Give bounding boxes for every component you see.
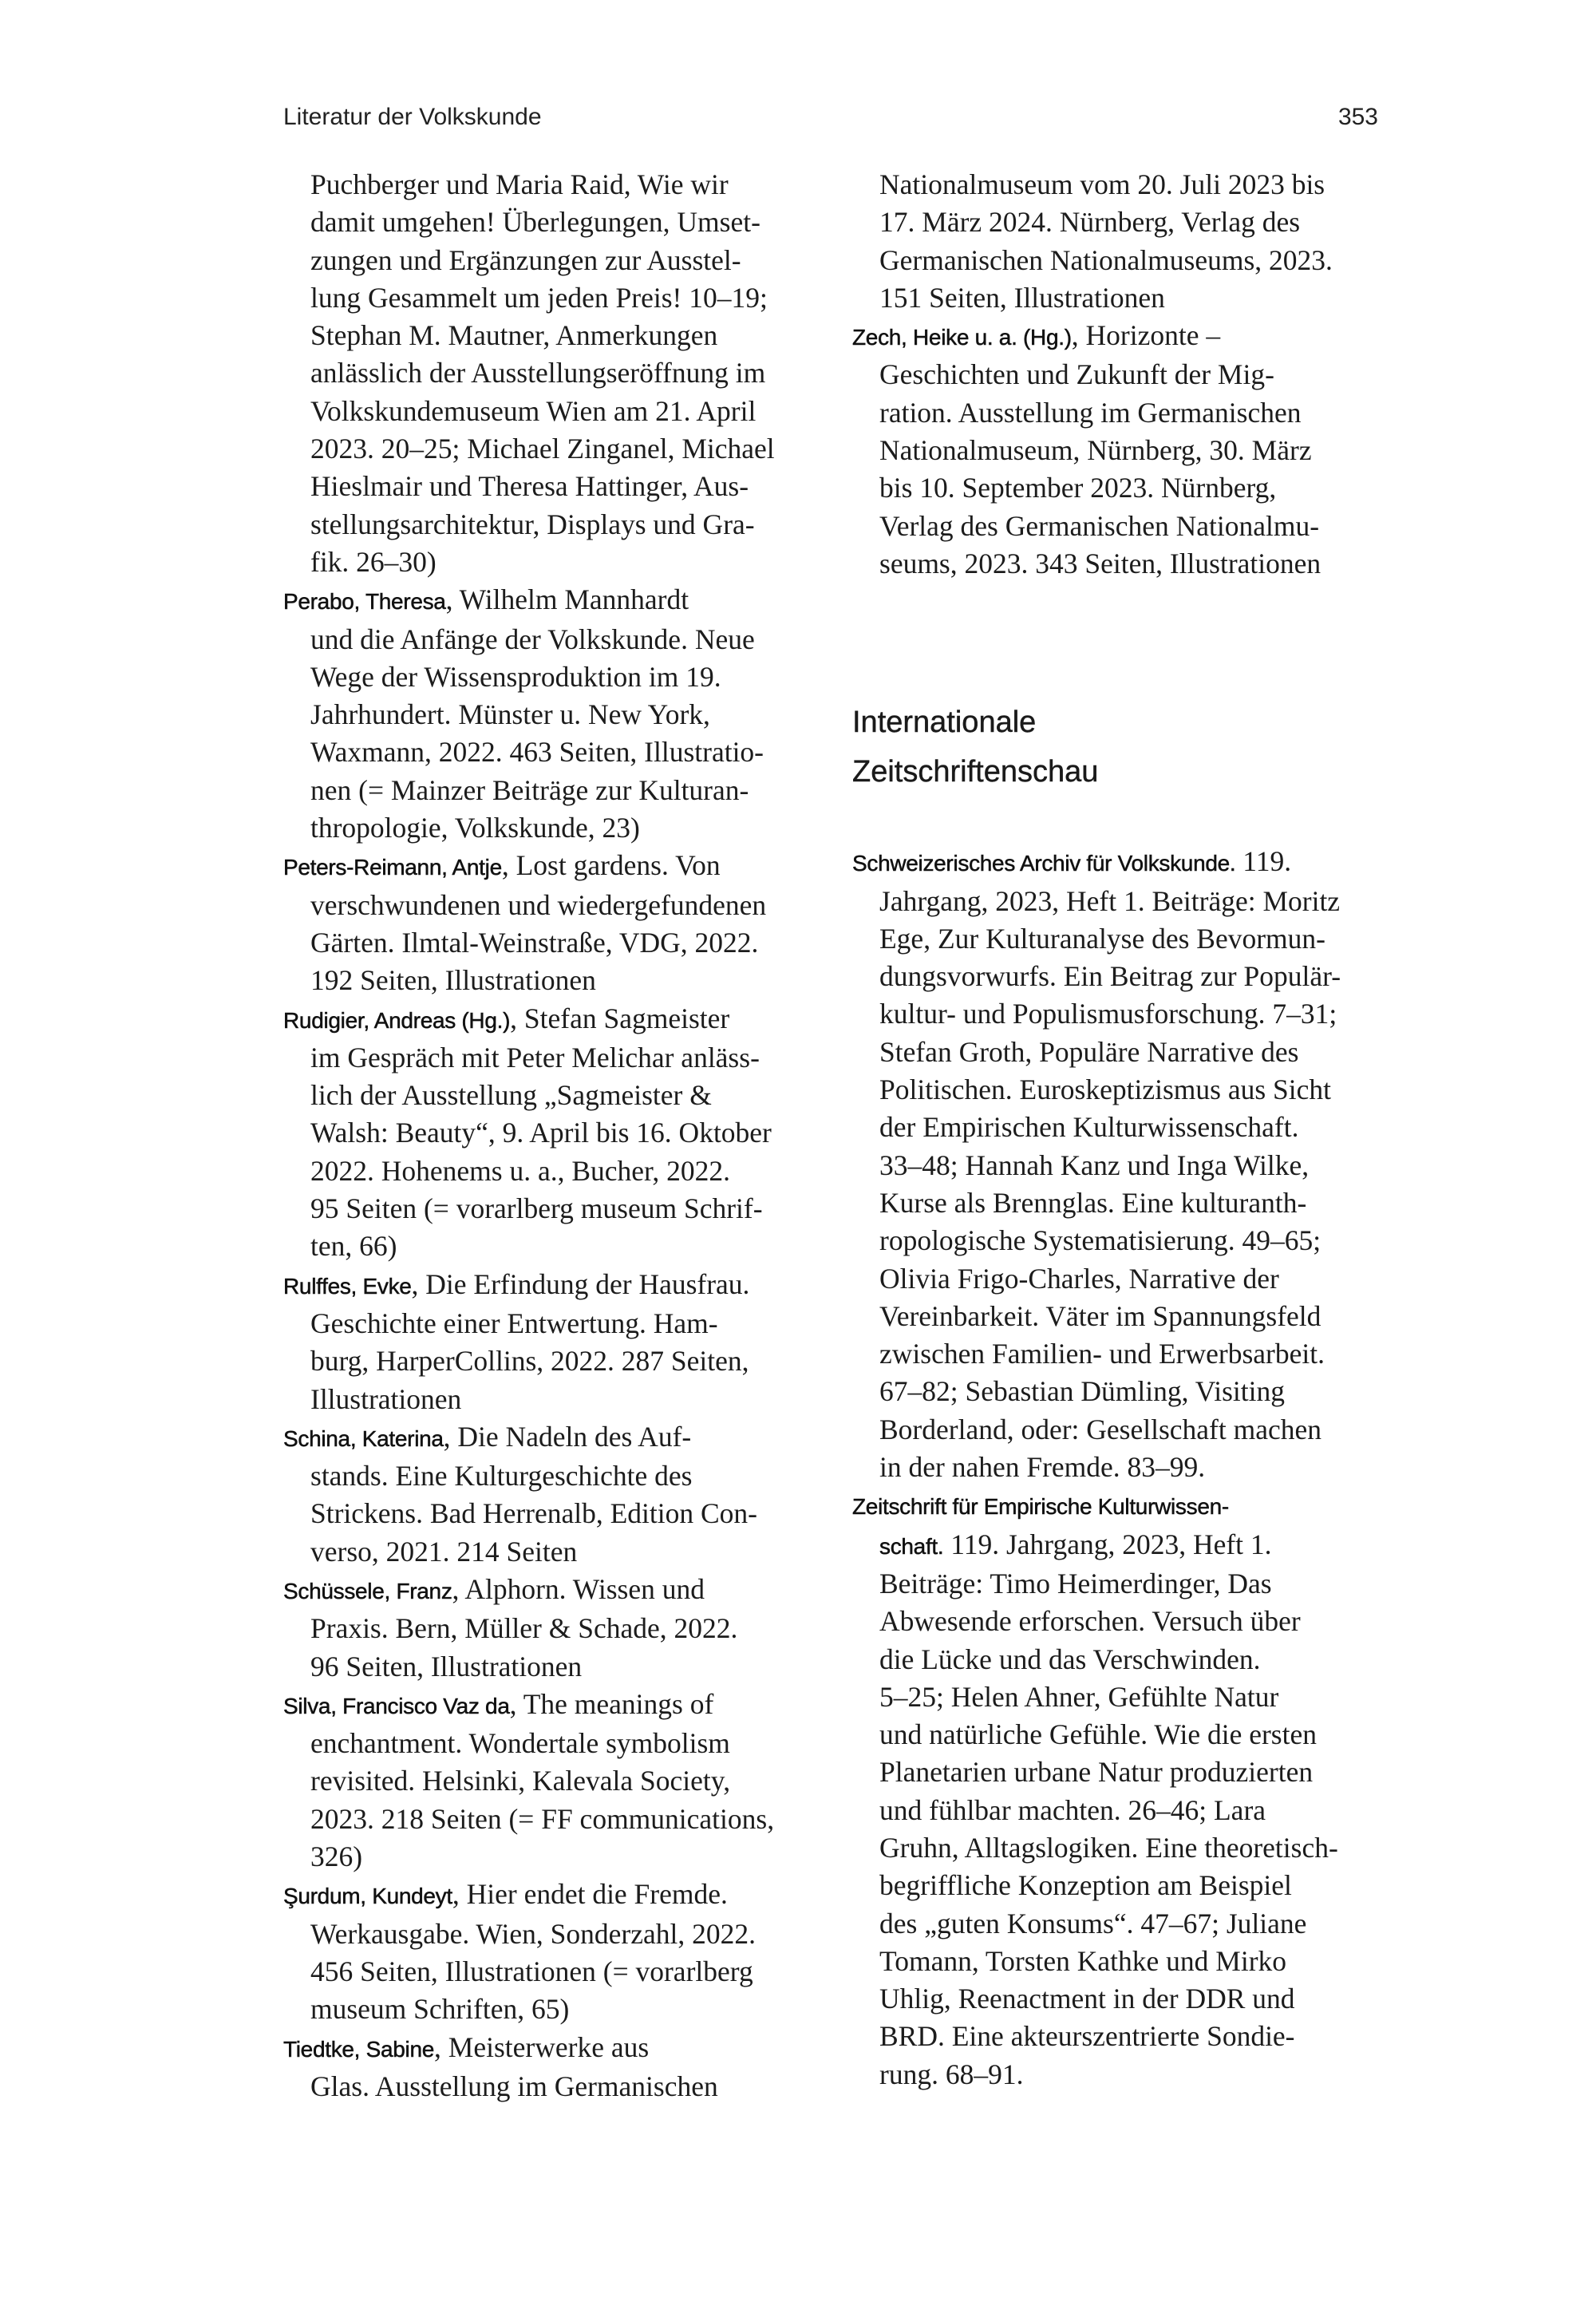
text-line: begriffliche Konzeption am Beispiel xyxy=(879,1869,1292,1902)
text-line: fik. 26–30) xyxy=(310,545,437,578)
text-line: 2023. 218 Seiten (= FF communications, xyxy=(310,1802,775,1835)
text-line: damit umgehen! Überlegungen, Umset- xyxy=(310,206,760,239)
text-line: revisited. Helsinki, Kalevala Society, xyxy=(310,1765,731,1797)
text-line: ropologische Systematisierung. 49–65; xyxy=(879,1224,1321,1257)
text-line: Tomann, Torsten Kathke und Mirko xyxy=(879,1944,1287,1977)
journal-entry xyxy=(852,843,1379,1486)
text-line: , Hier endet die Fremde. xyxy=(452,1878,728,1911)
text-line: , Wilhelm Mannhardt xyxy=(445,583,689,616)
text-line: Nationalmuseum, Nürnberg, 30. März xyxy=(879,434,1312,467)
text-line: verso, 2021. 214 Seiten xyxy=(310,1535,578,1568)
text-line: 2022. Hohenems u. a., Bucher, 2022. xyxy=(310,1154,731,1187)
text-line: lich der Ausstellung „Sagmeister & xyxy=(310,1079,712,1112)
text-line: der Empirischen Kulturwissenschaft. xyxy=(879,1111,1299,1144)
text-line: Volkskundemuseum Wien am 21. April xyxy=(310,394,757,427)
text-line: 2023. 20–25; Michael Zinganel, Michael xyxy=(310,433,775,465)
bibliography-entry xyxy=(283,1876,810,2028)
text-line: zwischen Familien- und Erwerbsarbeit. xyxy=(879,1338,1325,1370)
page-number: 353 xyxy=(1337,104,1378,130)
bibliography-entry xyxy=(283,2029,810,2106)
text-line: Nationalmuseum vom 20. Juli 2023 bis xyxy=(879,168,1325,200)
text-line: 119. Jahrgang, 2023, Heft 1. xyxy=(943,1528,1272,1560)
text-line: enchantment. Wondertale symbolism xyxy=(310,1727,730,1760)
text-line: Waxmann, 2022. 463 Seiten, Illustratio- xyxy=(310,736,764,769)
text-line: Borderland, oder: Gesellschaft machen xyxy=(879,1413,1321,1445)
text-line: 96 Seiten, Illustrationen xyxy=(310,1650,583,1682)
entry-author: Peters-Reimann, Antje xyxy=(283,855,502,880)
text-line: BRD. Eine akteurszentrierte Sondie- xyxy=(879,2020,1295,2053)
text-line: museum Schriften, 65) xyxy=(310,1993,570,2026)
text-line: Glas. Ausstellung im Germanischen xyxy=(310,2070,718,2102)
entry-author: Perabo, Theresa xyxy=(283,589,446,615)
bibliography-entry xyxy=(283,1418,810,1571)
text-line: zungen und Ergänzungen zur Ausstel- xyxy=(310,243,741,276)
text-line: , Alphorn. Wissen und xyxy=(452,1572,705,1605)
text-line: , Die Erfindung der Hausfrau. xyxy=(411,1267,750,1300)
bibliography-entry xyxy=(283,1571,810,1686)
text-line: Abwesende erforschen. Versuch über xyxy=(879,1605,1301,1638)
text-line: Verlag des Germanischen Nationalmu- xyxy=(879,509,1320,542)
journal-title-continued: schaft. xyxy=(879,1533,944,1559)
text-line: im Gespräch mit Peter Melichar anläss- xyxy=(310,1041,760,1073)
text-line: , Die Nadeln des Auf- xyxy=(443,1420,692,1453)
text-line: Jahrgang, 2023, Heft 1. Beiträge: Moritz xyxy=(879,884,1341,917)
text-line: die Lücke und das Verschwinden. xyxy=(879,1643,1261,1675)
entry-author: Şurdum, Kundeyt xyxy=(283,1884,452,1909)
text-line: Jahrhundert. Münster u. New York, xyxy=(310,698,710,731)
bibliography-entry xyxy=(852,317,1379,583)
text-line: Illustrationen xyxy=(310,1382,462,1415)
text-line: Beiträge: Timo Heimerdinger, Das xyxy=(879,1567,1272,1599)
journal-title: Schweizerisches Archiv für Volkskunde. xyxy=(852,851,1236,876)
text-line: Praxis. Bern, Müller & Schade, 2022. xyxy=(310,1612,738,1645)
text-line: kultur- und Populismusforschung. 7–31; xyxy=(879,998,1337,1030)
text-line: Wege der Wissensproduktion im 19. xyxy=(310,660,721,693)
bibliography-entry xyxy=(283,1000,810,1266)
text-line: ten, 66) xyxy=(310,1230,397,1263)
bibliography-entry xyxy=(283,581,810,847)
text-line: Stefan Groth, Populäre Narrative des xyxy=(879,1035,1299,1068)
text-line: Geschichte einer Entwertung. Ham- xyxy=(310,1307,718,1339)
text-line: seums, 2023. 343 Seiten, Illustrationen xyxy=(879,547,1321,579)
text-line: burg, HarperCollins, 2022. 287 Seiten, xyxy=(310,1345,749,1378)
entry-author: Rudigier, Andreas (Hg.) xyxy=(283,1007,511,1033)
text-line: Geschichten und Zukunft der Mig- xyxy=(879,358,1274,391)
running-title: Literatur der Volkskunde xyxy=(283,104,542,130)
left-column xyxy=(283,166,810,2105)
text-line: stellungsarchitektur, Displays und Gra- xyxy=(310,508,755,540)
text-line: Ege, Zur Kulturanalyse des Bevormun- xyxy=(879,922,1325,955)
bibliography-entry xyxy=(283,847,810,999)
journal-entry xyxy=(852,1486,1379,2094)
text-line: und fühlbar machten. 26–46; Lara xyxy=(879,1793,1266,1826)
text-line: , Stefan Sagmeister xyxy=(510,1002,730,1034)
text-line: Werkausgabe. Wien, Sonderzahl, 2022. xyxy=(310,1917,756,1950)
text-line: bis 10. September 2023. Nürnberg, xyxy=(879,472,1277,504)
text-line: , Lost gardens. Von xyxy=(501,849,721,882)
text-line: Walsh: Beauty“, 9. April bis 16. Oktober xyxy=(310,1117,772,1149)
text-line: und die Anfänge der Volkskunde. Neue xyxy=(310,623,755,655)
text-line: Planetarien urbane Natur produzierten xyxy=(879,1756,1314,1789)
text-line: Hieslmair und Theresa Hattinger, Aus- xyxy=(310,470,749,503)
text-line: 33–48; Hannah Kanz und Inga Wilke, xyxy=(879,1149,1310,1181)
text-line: ration. Ausstellung im Germanischen xyxy=(879,396,1302,429)
text-line: 151 Seiten, Illustrationen xyxy=(879,281,1165,314)
text-line: , Meisterwerke aus xyxy=(434,2030,650,2063)
text-line: Puchberger und Maria Raid, Wie wir xyxy=(310,168,729,200)
text-line: 67–82; Sebastian Dümling, Visiting xyxy=(879,1375,1286,1408)
text-line: 5–25; Helen Ahner, Gefühlte Natur xyxy=(879,1680,1279,1713)
text-line: Vereinbarkeit. Väter im Spannungsfeld xyxy=(879,1299,1321,1332)
text-line: 326) xyxy=(310,1840,363,1873)
entry-author: Zech, Heike u. a. (Hg.) xyxy=(852,325,1072,350)
text-line: Uhlig, Reenactment in der DDR und xyxy=(879,1983,1295,2015)
bibliography-entry xyxy=(283,1686,810,1876)
text-line: , Horizonte – xyxy=(1071,319,1221,352)
text-line: Olivia Frigo-Charles, Narrative der xyxy=(879,1262,1279,1295)
text-line: lung Gesammelt um jeden Preis! 10–19; xyxy=(310,281,768,314)
text-line: dungsvorwurfs. Ein Beitrag zur Populär- xyxy=(879,960,1341,993)
section-heading-line: Zeitschriftenschau xyxy=(852,755,1099,789)
entry-author: Rulffes, Evke xyxy=(283,1273,412,1299)
bibliography-entry xyxy=(283,1266,810,1418)
entry-author: Tiedtke, Sabine xyxy=(283,2036,435,2062)
text-line: verschwundenen und wiedergefundenen xyxy=(310,888,767,921)
text-line: nen (= Mainzer Beiträge zur Kulturan- xyxy=(310,773,749,806)
text-line: Politischen. Euroskeptizismus aus Sicht xyxy=(879,1073,1331,1106)
text-line: Kurse als Brennglas. Eine kulturanth- xyxy=(879,1186,1307,1219)
section-heading-line: Internationale xyxy=(852,706,1037,740)
entry-author: Silva, Francisco Vaz da xyxy=(283,1693,510,1718)
text-line: Gärten. Ilmtal-Weinstraße, VDG, 2022. xyxy=(310,926,759,959)
text-line: , The meanings of xyxy=(509,1687,714,1720)
text-line: Gruhn, Alltagslogiken. Eine theoretisch- xyxy=(879,1831,1338,1864)
running-head xyxy=(283,104,1378,131)
text-line: 119. xyxy=(1235,845,1292,878)
text-line: des „guten Konsums“. 47–67; Juliane xyxy=(879,1907,1307,1939)
text-line: Germanischen Nationalmuseums, 2023. xyxy=(879,243,1333,276)
text-line: und natürliche Gefühle. Wie die ersten xyxy=(879,1718,1317,1751)
text-line: anlässlich der Ausstellungseröffnung im xyxy=(310,357,766,389)
continued-entry xyxy=(852,166,1379,317)
text-line: thropologie, Volkskunde, 23) xyxy=(310,812,640,844)
text-line: 95 Seiten (= vorarlberg museum Schrif- xyxy=(310,1192,763,1225)
text-line: in der nahen Fremde. 83–99. xyxy=(879,1451,1206,1484)
text-line: 17. März 2024. Nürnberg, Verlag des xyxy=(879,206,1301,239)
right-column xyxy=(852,166,1379,2094)
text-line: 456 Seiten, Illustrationen (= vorarlberg xyxy=(310,1955,753,1987)
text-line: Strickens. Bad Herrenalb, Edition Con- xyxy=(310,1497,757,1530)
text-line: rung. 68–91. xyxy=(879,2058,1024,2090)
text-line: Stephan M. Mautner, Anmerkungen xyxy=(310,319,718,352)
entry-author: Schüssele, Franz xyxy=(283,1578,452,1603)
text-line: stands. Eine Kulturgeschichte des xyxy=(310,1460,693,1493)
entry-author: Schina, Katerina xyxy=(283,1425,444,1451)
text-line: 192 Seiten, Illustrationen xyxy=(310,964,596,997)
section-heading xyxy=(852,698,1379,797)
continued-entry xyxy=(283,166,810,581)
journal-title: Zeitschrift für Empirische Kulturwissen- xyxy=(852,1494,1229,1520)
